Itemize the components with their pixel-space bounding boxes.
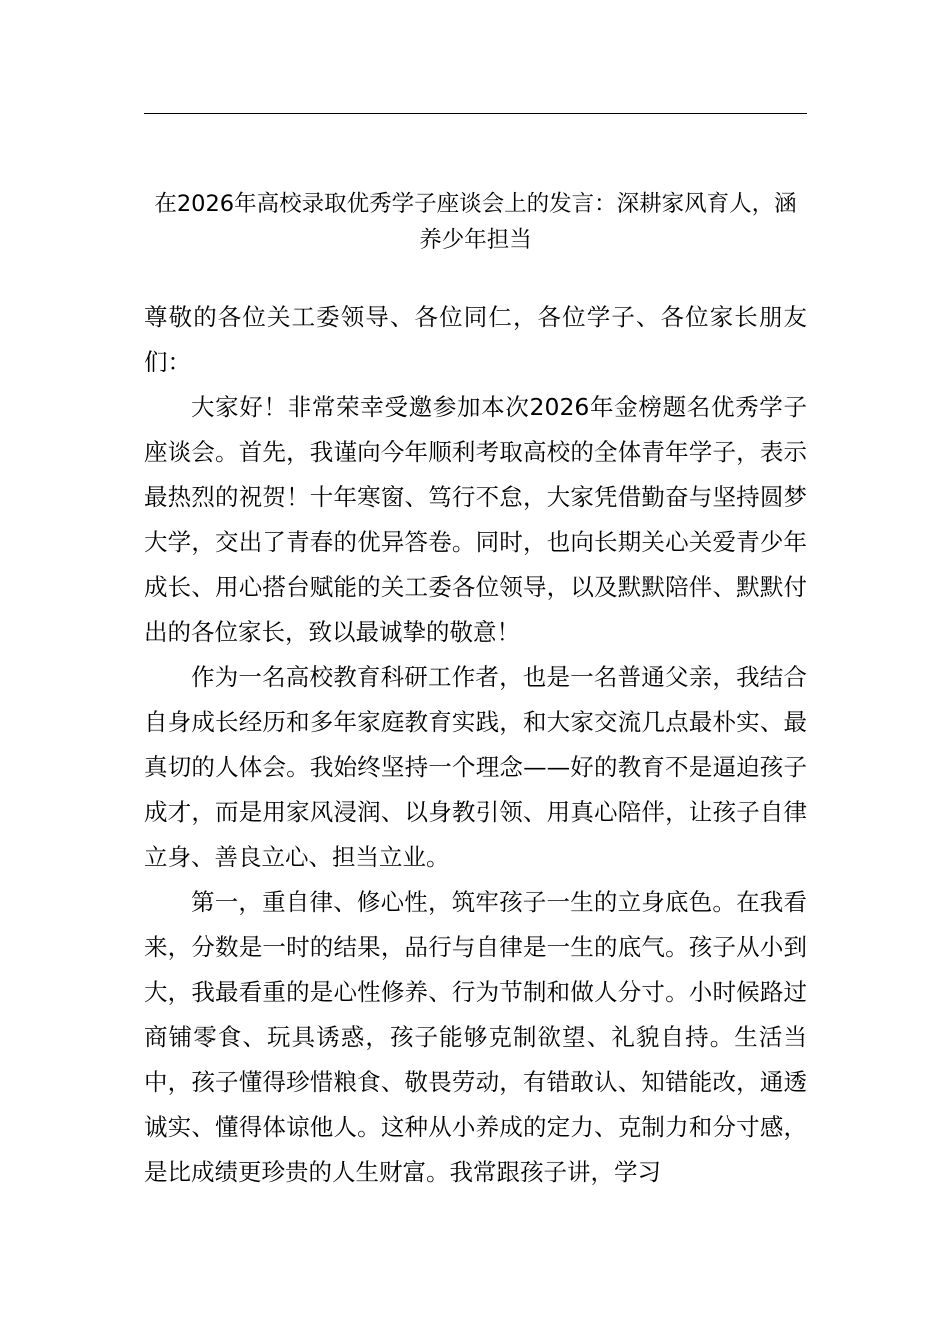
salutation: 尊敬的各位关工委领导、各位同仁，各位学子、各位家长朋友们： (144, 303, 807, 376)
paragraph-introduction: 作为一名高校教育科研工作者，也是一名普通父亲，我结合自身成长经历和多年家庭教育实践，和大家交流几点最朴实、最真切的人体会。我始终坚持一个理念——好的教育不是逼迫孩子成才，而是用家风浸润、以身教引领、用真心陪伴，让孩子自律立身、善良立心、担当立业。 (144, 663, 807, 871)
document-body (144, 295, 807, 1195)
document-title: 在2026年高校录取优秀学子座谈会上的发言：深耕家风育人，涵养少年担当 (154, 191, 797, 253)
header-rule (144, 113, 807, 114)
paragraph-greeting: 大家好！非常荣幸受邀参加本次2026年金榜题名优秀学子座谈会。首先，我谨向今年顺利考取高校的全体青年学子，表示最热烈的祝贺！十年寒窗、笃行不怠，大家凭借勤奋与坚持圆梦大学，交出了青春的优异答卷。同时，也向长期关心关爱青少年成长、用心搭台赋能的关工委各位领导，以及默默陪伴、默默付出的各位家长，致以最诚挚的敬意！ (144, 393, 807, 646)
paragraph-point-one: 第一，重自律、修心性，筑牢孩子一生的立身底色。在我看来，分数是一时的结果，品行与自律是一生的底气。孩子从小到大，我最看重的是心性修养、行为节制和做人分寸。小时候路过商铺零食、玩具诱惑，孩子能够克制欲望、礼貌自持。生活当中，孩子懂得珍惜粮食、敬畏劳动，有错敢认、知错能改，通透诚实、懂得体谅他人。这种从小养成的定力、克制力和分寸感，是比成绩更珍贵的人生财富。我常跟孩子讲，学习 (144, 888, 807, 1186)
